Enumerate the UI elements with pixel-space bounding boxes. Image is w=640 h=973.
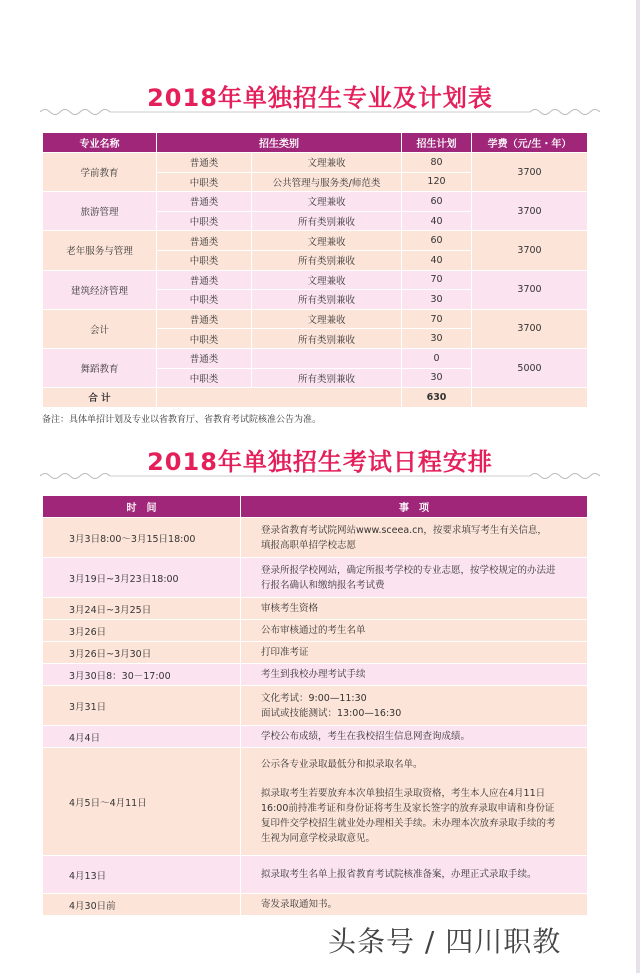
header-item: 事 项 [241,496,588,518]
wave-divider [40,470,600,482]
category-type: 普通类 [157,270,252,290]
desc-line: 公示各专业录取最低分和拟录取名单。 [261,759,423,770]
schedule-title: 2018年单独招生考试日程安排 [147,448,493,476]
schedule-desc [241,748,588,856]
plan-count: 30 [402,290,472,310]
plan-count: 70 [402,309,472,329]
plan-count: 80 [402,153,472,173]
category-type: 普通类 [157,153,252,173]
schedule-time: 3月24日~3月25日 [43,598,241,620]
plan-count: 30 [402,329,472,349]
desc-line: 复印件交学校招生就业处办理相关手续。未办理本次放弃录取手续的考 [261,818,556,829]
schedule-desc: 打印准考证 [241,642,588,664]
schedule-desc: 拟录取考生名单上报省教育考试院核准备案，办理正式录取手续。 [241,856,588,894]
table-row [43,270,588,290]
category-sub: 所有类别兼收 [252,290,402,310]
table-row [43,518,588,558]
schedule-time: 4月4日 [43,726,241,748]
category-sub: 所有类别兼收 [252,250,402,270]
total-row [43,388,588,408]
schedule-desc: 公布审核通过的考生名单 [241,620,588,642]
plan-count: 30 [402,368,472,388]
header-major: 专业名称 [43,133,157,153]
table-row [43,620,588,642]
header-time: 时 间 [43,496,241,518]
desc-line: 填报高职单招学校志愿 [261,539,357,551]
category-type: 中职类 [157,211,252,231]
fee: 3700 [472,270,588,309]
schedule-time: 4月13日 [43,856,241,894]
schedule-time: 4月5日～4月11日 [43,748,241,856]
major-name: 旅游管理 [43,192,157,231]
schedule-header-row [43,496,588,518]
desc-gap [261,772,577,786]
total-count: 630 [402,388,472,408]
category-type: 普通类 [157,192,252,212]
total-fee-empty [472,388,588,408]
schedule-time: 3月3日8:00～3月15日18:00 [43,518,241,558]
table-row [43,192,588,212]
category-sub: 文理兼收 [252,270,402,290]
major-name: 舞蹈教育 [43,348,157,387]
desc-line: 面试或技能测试：13:00—16:30 [261,707,402,719]
plan-header-row [43,133,588,153]
total-label: 合 计 [43,388,157,408]
category-sub: 文理兼收 [252,309,402,329]
schedule-desc: 考生到我校办理考试手续 [241,664,588,686]
table-row [43,598,588,620]
plan-count: 120 [402,172,472,192]
desc-line: 登录所报学校网站，确定所报考学校的专业志愿，按学校规定的办法进 [261,564,556,576]
plan-count: 60 [402,231,472,251]
major-name: 建筑经济管理 [43,270,157,309]
table-row [43,748,588,856]
category-type: 普通类 [157,309,252,329]
plan-title: 2018年单独招生专业及计划表 [147,84,493,112]
fee: 3700 [472,153,588,192]
table-row [43,558,588,598]
total-empty [157,388,402,408]
category-type: 中职类 [157,250,252,270]
schedule-time: 3月26日~3月30日 [43,642,241,664]
table-row [43,153,588,173]
plan-table [42,132,588,408]
category-type: 普通类 [157,231,252,251]
category-sub: 文理兼收 [252,231,402,251]
schedule-table [42,495,588,916]
table-row [43,726,588,748]
schedule-desc [241,686,588,726]
fee: 3700 [472,192,588,231]
watermark: 头条号 / 四川职教 [328,925,562,958]
table-row [43,664,588,686]
schedule-time: 3月19日~3月23日18:00 [43,558,241,598]
plan-count: 60 [402,192,472,212]
table-row [43,856,588,894]
category-sub: 文理兼收 [252,153,402,173]
category-type: 中职类 [157,172,252,192]
fee: 3700 [472,231,588,270]
fee: 3700 [472,309,588,348]
plan-count: 0 [402,348,472,368]
plan-count: 40 [402,250,472,270]
schedule-time: 4月30日前 [43,894,241,916]
category-sub: 所有类别兼收 [252,329,402,349]
major-name: 老年服务与管理 [43,231,157,270]
plan-count: 70 [402,270,472,290]
category-sub: 公共管理与服务类/师范类 [252,172,402,192]
desc-line: 登录省教育考试院网站www.sceea.cn，按要求填写考生有关信息， [261,524,547,536]
category-sub: 所有类别兼收 [252,211,402,231]
category-type: 中职类 [157,290,252,310]
schedule-time: 3月30日8：30－17:00 [43,664,241,686]
table-row [43,686,588,726]
schedule-desc: 审核考生资格 [241,598,588,620]
table-row [43,309,588,329]
schedule-desc [241,518,588,558]
category-sub [252,348,402,368]
desc-line: 文化考试：9:00—11:30 [261,692,367,704]
wave-divider [40,106,600,118]
major-name: 学前教育 [43,153,157,192]
table-row [43,894,588,916]
schedule-time: 3月26日 [43,620,241,642]
fee: 5000 [472,348,588,387]
category-type: 中职类 [157,368,252,388]
category-type: 中职类 [157,329,252,349]
header-plan: 招生计划 [402,133,472,153]
table-row [43,231,588,251]
header-fee: 学费（元/生・年） [472,133,588,153]
category-type: 普通类 [157,348,252,368]
desc-line: 16:00前持准考证和身份证将考生及家长签字的放弃录取申请和身份证 [261,803,555,814]
desc-line: 行报名确认和缴纳报名考试费 [261,579,385,591]
schedule-time: 3月31日 [43,686,241,726]
table-row [43,348,588,368]
schedule-desc: 寄发录取通知书。 [241,894,588,916]
plan-note: 备注：具体单招计划及专业以省教育厅、省教育考试院核准公告为准。 [42,415,322,425]
category-sub: 所有类别兼收 [252,368,402,388]
desc-line: 拟录取考生若要放弃本次单独招生录取资格，考生本人应在4月11日 [261,788,546,799]
desc-line: 生视为同意学校录取意见。 [261,833,376,844]
schedule-desc: 学校公布成绩，考生在我校招生信息网查询成绩。 [241,726,588,748]
schedule-desc [241,558,588,598]
major-name: 会计 [43,309,157,348]
category-sub: 文理兼收 [252,192,402,212]
header-category: 招生类别 [157,133,402,153]
plan-count: 40 [402,211,472,231]
table-row [43,642,588,664]
